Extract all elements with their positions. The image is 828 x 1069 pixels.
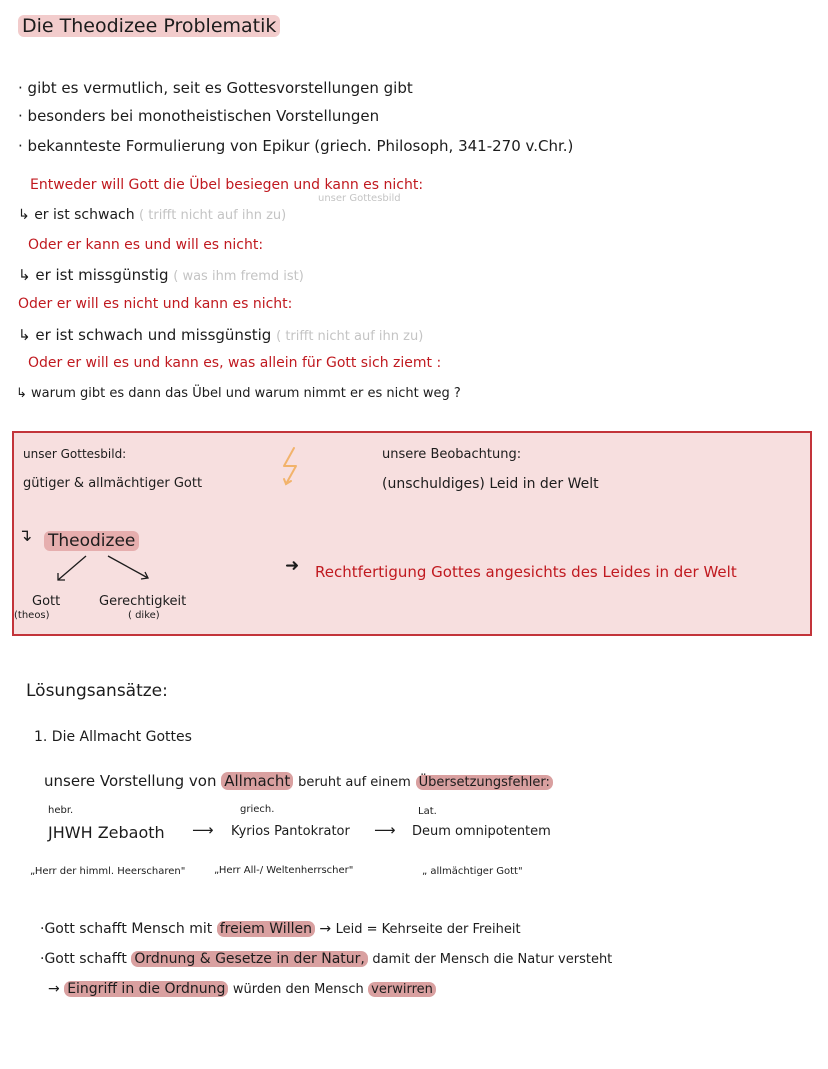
epikur-line-4: ↳ er ist missgünstig ( was ihm fremd ist): [18, 266, 304, 284]
loesungsansaetze-heading: Lösungsansätze:: [26, 681, 168, 701]
allmacht-line: unsere Vorstellung von Allmacht beruht auf einem Übersetzungsfehler:: [44, 772, 553, 790]
curved-arrow-icon: ↴: [18, 526, 33, 546]
gerechtigkeit-term: Gerechtigkeit: [99, 594, 187, 609]
trans-griech: „Herr All-/ Weltenherrscher": [214, 865, 354, 876]
gottesbild-label: unser Gottesbild:: [23, 447, 127, 461]
gottesbild-text: gütiger & allmächtiger Gott: [23, 476, 203, 491]
epikur-line-5: Oder er will es nicht und kann es nicht:: [18, 296, 293, 312]
split-arrows-icon: [52, 552, 162, 586]
bullet-2: · besonders bei monotheistischen Vorstellungen: [18, 107, 380, 125]
lightning-icon: [278, 446, 304, 486]
theodizee-definition: Rechtfertigung Gottes angesichts des Leides in der Welt: [315, 563, 737, 581]
epikur-line-2: ↳ er ist schwach ( trifft nicht auf ihn zu): [18, 207, 287, 223]
subheading-allmacht: 1. Die Allmacht Gottes: [34, 729, 192, 745]
freiheit-line: ·Gott schafft Mensch mit freiem Willen → Leid = Kehrseite der Freiheit: [40, 921, 521, 937]
gott-greek: (theos): [14, 610, 50, 621]
term-griech: Kyrios Pantokrator: [231, 824, 350, 839]
ordnung-line: ·Gott schafft Ordnung & Gesetze in der Natur, damit der Mensch die Natur versteht: [40, 951, 613, 967]
gott-term: Gott: [32, 594, 61, 609]
epikur-note-gottesbild: unser Gottesbild: [318, 193, 401, 204]
epikur-line-8: ↳ warum gibt es dann das Übel und warum nimmt er es nicht weg ?: [16, 386, 461, 401]
bullet-1: · gibt es vermutlich, seit es Gottesvorstellungen gibt: [18, 79, 413, 97]
trans-lat: „ allmächtiger Gott": [422, 866, 523, 877]
page-title: Die Theodizee Problematik: [18, 15, 280, 37]
term-lat: Deum omnipotentem: [412, 824, 551, 839]
lang-lat: Lat.: [418, 806, 437, 817]
term-hebr: JHWH Zebaoth: [48, 823, 165, 842]
epikur-line-6: ↳ er ist schwach und missgünstig ( trifft nicht auf ihn zu): [18, 326, 424, 344]
eingriff-line: → Eingriff in die Ordnung würden den Mensch verwirren: [48, 981, 436, 997]
beobachtung-text: (unschuldiges) Leid in der Welt: [382, 476, 599, 492]
epikur-line-3: Oder er kann es und will es nicht:: [28, 237, 264, 253]
arrow-right-icon-2: ⟶: [374, 821, 396, 839]
arrow-right-icon: ➜: [285, 556, 300, 576]
epikur-line-7: Oder er will es und kann es, was allein für Gott sich ziemt :: [28, 355, 442, 371]
epikur-line-1: Entweder will Gott die Übel besiegen und kann es nicht:: [30, 177, 424, 193]
lang-griech: griech.: [240, 804, 275, 815]
lang-hebr: hebr.: [48, 805, 74, 816]
theodizee-term: Theodizee: [44, 531, 139, 551]
trans-hebr: „Herr der himml. Heerscharen": [30, 866, 186, 877]
beobachtung-label: unsere Beobachtung:: [382, 447, 522, 462]
bullet-3: · bekannteste Formulierung von Epikur (griech. Philosoph, 341-270 v.Chr.): [18, 137, 574, 155]
arrow-right-icon-1: ⟶: [192, 821, 214, 839]
gerechtigkeit-greek: ( dike): [128, 610, 160, 621]
